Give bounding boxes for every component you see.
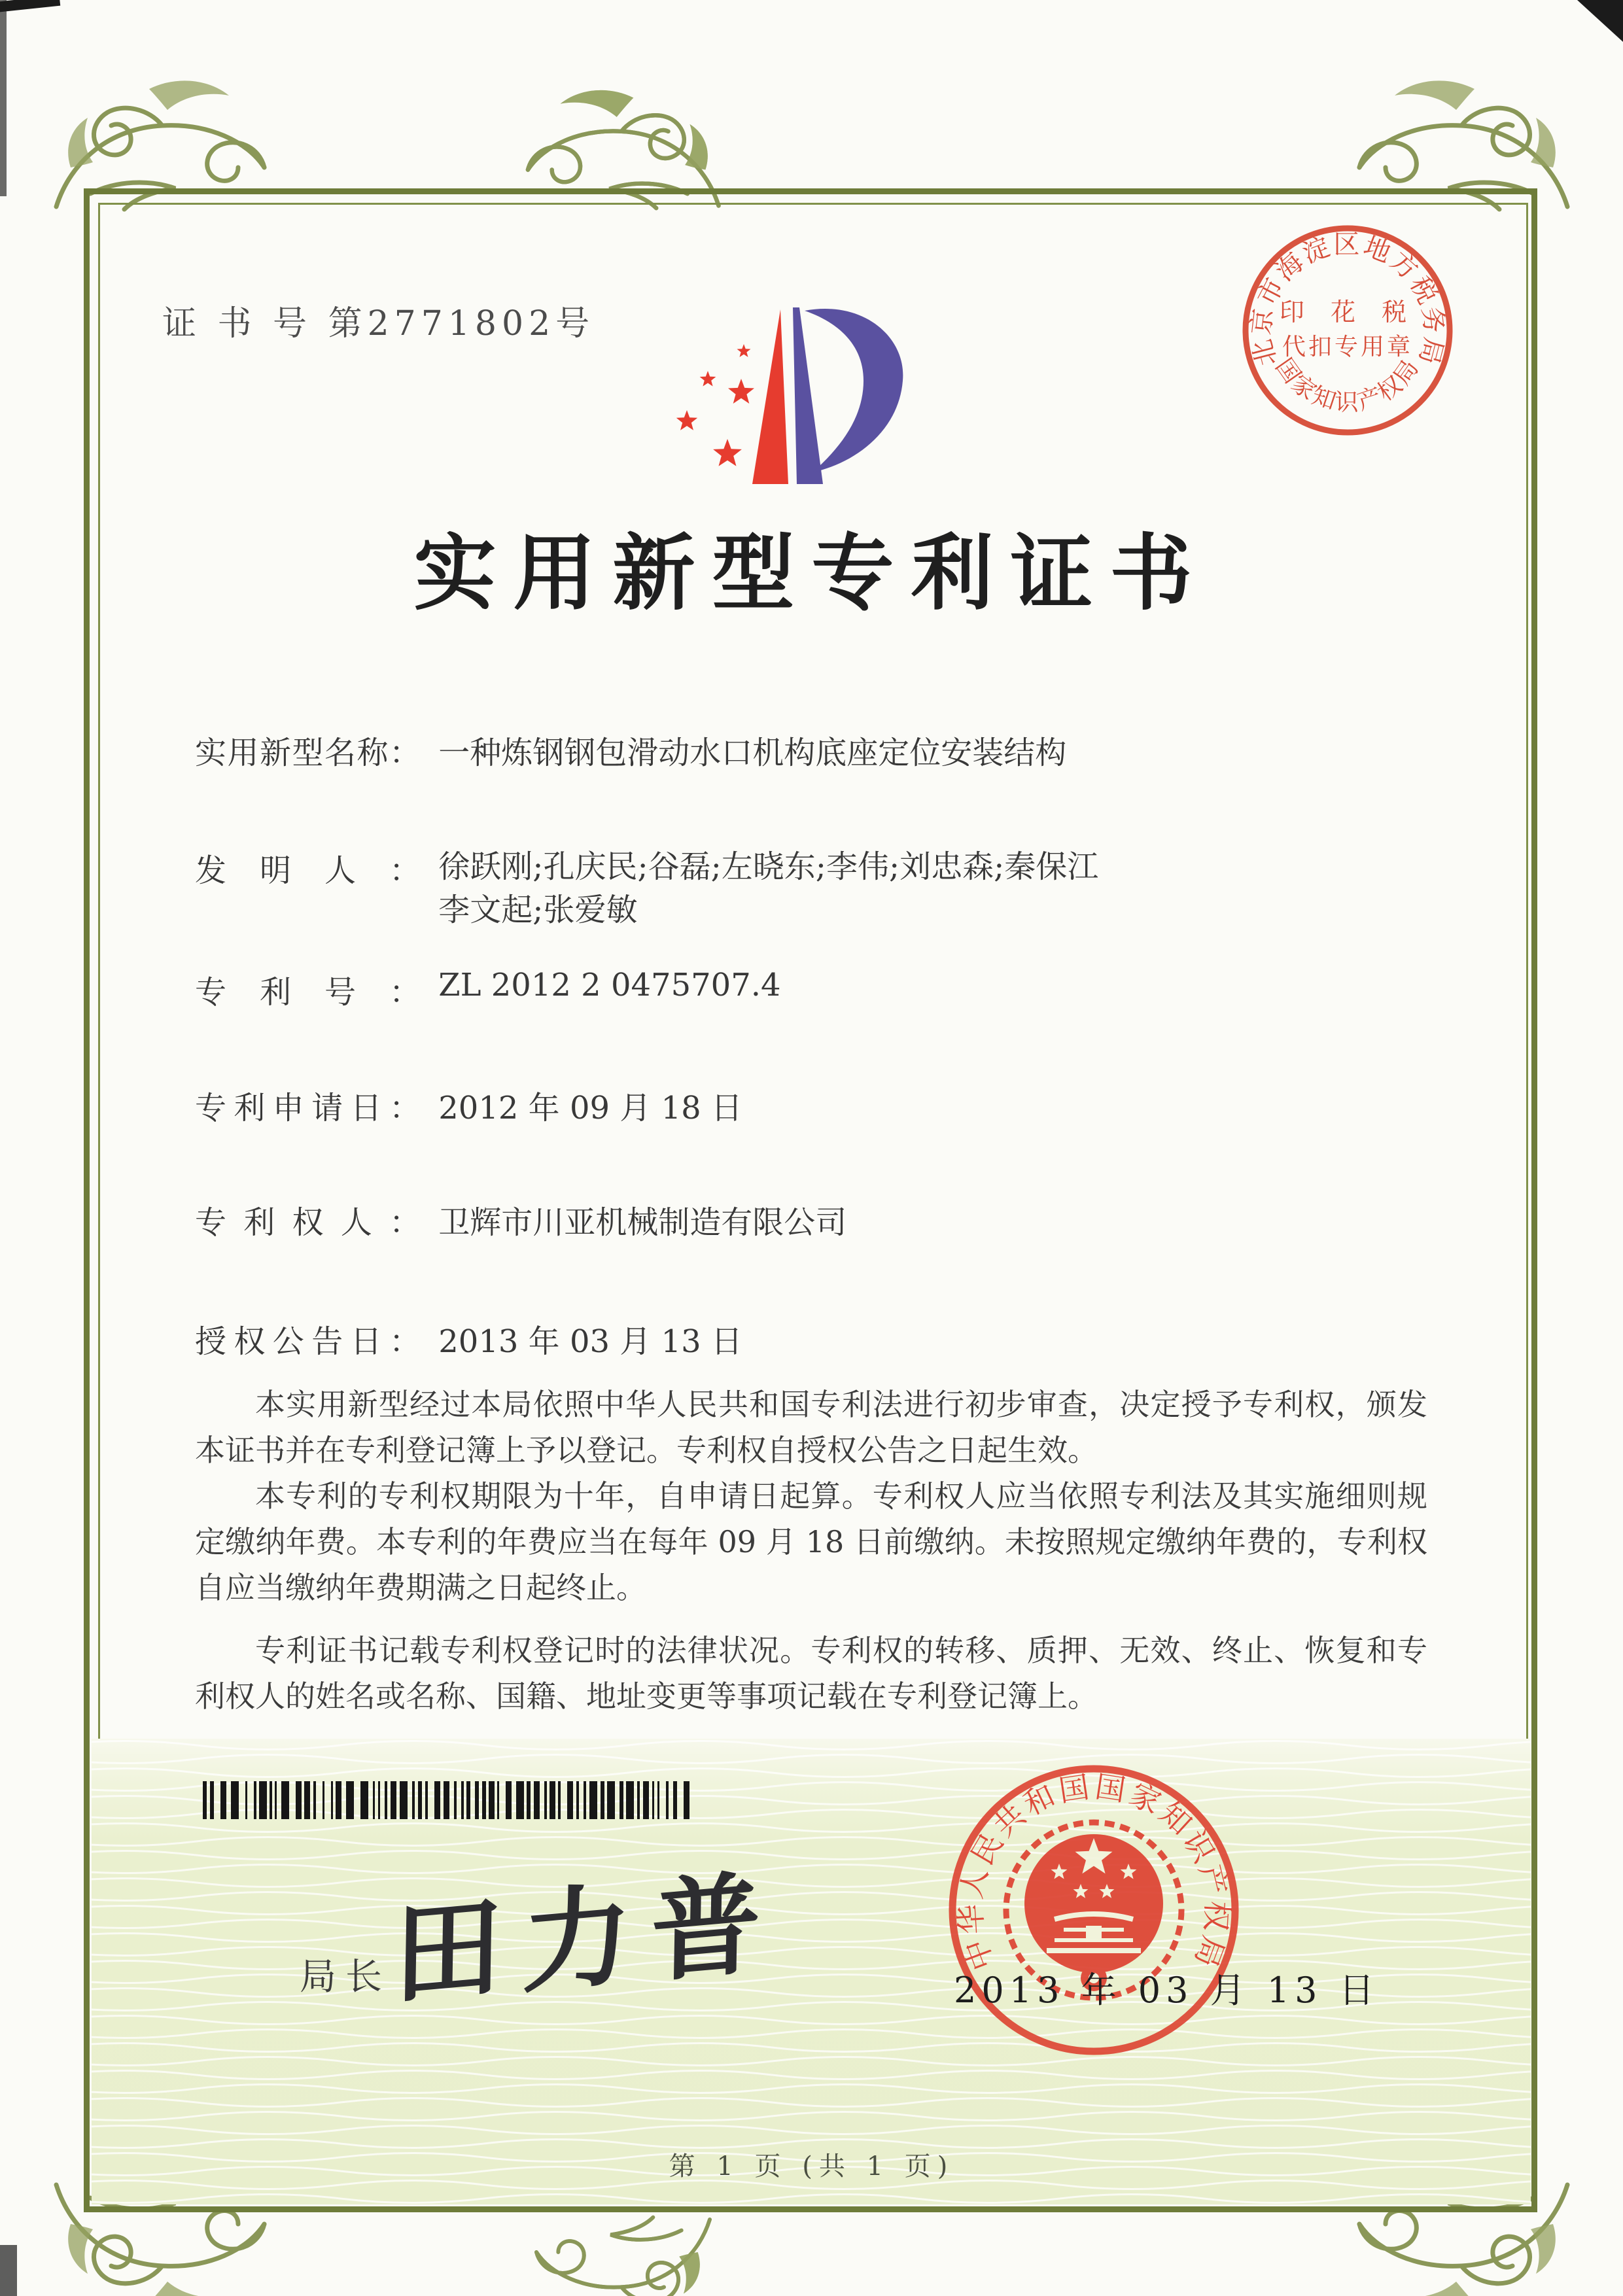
barcode-bar — [434, 1781, 440, 1819]
barcode-bar — [567, 1781, 573, 1819]
star-icon — [700, 371, 716, 387]
barcode-bar — [475, 1781, 479, 1819]
wave-line — [92, 2085, 1531, 2093]
wave-line — [92, 1865, 1531, 1873]
barcode-bar — [220, 1781, 226, 1819]
grant-seal-ring-text: 中华人民共和国国家知识产权局 — [952, 1768, 1236, 1975]
barcode-bar — [412, 1781, 415, 1819]
field-row-grant-date — [195, 1316, 742, 1361]
scan-artifact-left-edge — [0, 0, 7, 196]
field-value-grant-date: 2013 年 03 月 13 日 — [438, 1323, 742, 1360]
field-row-name — [195, 727, 1066, 773]
barcode-bar — [657, 1781, 659, 1819]
barcode-bar — [626, 1781, 634, 1819]
certificate-number: 证 书 号 第2771802号 — [162, 304, 595, 343]
barcode-bar — [210, 1781, 214, 1819]
logo-p-bowl — [805, 309, 903, 472]
scan-artifact-top-right — [1577, 0, 1623, 42]
wave-line — [92, 1741, 1531, 1750]
barcode-bar — [652, 1781, 654, 1819]
barcode-bar — [454, 1781, 457, 1819]
field-value-inventors — [438, 845, 1098, 931]
wave-line — [92, 1920, 1531, 1928]
barcode-bar — [466, 1781, 470, 1819]
logo-stem — [793, 307, 823, 484]
barcode-bar — [584, 1781, 586, 1819]
barcode-bar — [231, 1781, 239, 1819]
tax-stamp-arc-top-text: 北京市海淀区地方税务局 — [1246, 230, 1450, 370]
barcode-bar — [360, 1781, 368, 1819]
barcode — [203, 1781, 695, 1820]
field-row-filing-date — [195, 1083, 742, 1128]
field-label-inventors: 发明人： — [195, 852, 421, 889]
wave-line — [92, 2044, 1531, 2052]
field-row-patentee — [195, 1197, 846, 1242]
barcode-bar — [304, 1781, 310, 1819]
tax-stamp-arc-bottom-text: 国家知识产权局 — [1270, 353, 1425, 417]
barcode-bar — [400, 1781, 408, 1819]
wave-line — [92, 2098, 1531, 2107]
barcode-bar — [516, 1781, 524, 1819]
barcode-bar — [558, 1781, 561, 1819]
barcode-bar — [378, 1781, 380, 1819]
barcode-bar — [385, 1781, 387, 1819]
barcode-bar — [275, 1781, 277, 1819]
page-title: 实用新型专利证书 — [413, 525, 1210, 621]
field-label-grant-date: 授权公告日： — [195, 1323, 421, 1360]
barcode-bar — [620, 1781, 623, 1819]
logo-stars — [676, 344, 754, 466]
barcode-bar — [461, 1781, 464, 1819]
svg-text:国家知识产权局 — [1270, 354, 1425, 416]
field-value-name: 一种炼钢钢包滑动水口机构底座定位安装结构 — [438, 735, 1067, 771]
barcode-bar — [684, 1781, 689, 1819]
barcode-bar — [482, 1781, 486, 1819]
barcode-bar — [346, 1781, 354, 1819]
body-paragraph-3: 专利证书记载专利权登记时的法律状况。专利权的转移、质押、无效、终止、恢复和专利权人的姓名或名称、国籍、地址变更等事项记载在专利登记簿上。 — [195, 1633, 1427, 1714]
scan-artifact-top-left — [0, 0, 60, 14]
star-icon — [737, 344, 751, 357]
barcode-bar — [259, 1781, 267, 1819]
wave-line — [92, 1851, 1531, 1860]
body-paragraph-1: 本实用新型经过本局依照中华人民共和国专利法进行初步审查，决定授予专利权，颁发本证书并在专利登记簿上予以登记。专利权自授权公告之日起生效。 — [195, 1387, 1427, 1468]
body-paragraph-2: 本专利的专利权期限为十年，自申请日起算。专利权人应当依照专利法及其实施细则规定缴纳年费。本专利的年费应当在每年 09 月 18 日前缴纳。未按照规定缴纳年费的，专利权自应当缴纳年费期满之日起终止。 — [195, 1478, 1427, 1605]
barcode-bar — [313, 1781, 316, 1819]
field-label-patentee: 专利权人： — [195, 1204, 421, 1241]
wave-line — [92, 1755, 1531, 1764]
legal-text-block — [195, 1382, 1427, 1719]
barcode-bar — [666, 1781, 669, 1819]
field-row-inventors — [195, 845, 1098, 931]
inventors-line-1: 徐跃刚;孔庆民;谷磊;左晓东;李伟;刘忠森;秦保江 — [438, 848, 1099, 885]
wave-line — [92, 2112, 1531, 2121]
barcode-bar — [254, 1781, 256, 1819]
wave-line — [92, 2030, 1531, 2038]
barcode-bar — [203, 1781, 207, 1819]
inventors-line-2: 李文起;张爱敏 — [438, 892, 638, 928]
barcode-bar — [281, 1781, 289, 1819]
barcode-bar — [497, 1781, 499, 1819]
wave-line — [92, 1934, 1531, 1942]
barcode-bar — [373, 1781, 375, 1819]
wave-line — [92, 1879, 1531, 1887]
barcode-bar — [245, 1781, 247, 1819]
star-icon — [713, 439, 742, 466]
logo-triangle — [752, 309, 788, 484]
field-label-filing-date: 专利申请日： — [195, 1090, 421, 1126]
field-label-name: 实用新型名称： — [195, 735, 421, 771]
wave-line — [92, 1837, 1531, 1846]
wave-line — [92, 2057, 1531, 2066]
wave-line — [92, 1892, 1531, 1901]
barcode-bar — [489, 1781, 495, 1819]
tax-stamp-seal — [1233, 216, 1462, 445]
grant-seal — [942, 1758, 1246, 2062]
barcode-bar — [391, 1781, 396, 1819]
signature-label: 局长 — [300, 1956, 391, 1998]
barcode-bar — [425, 1781, 428, 1819]
barcode-bar — [270, 1781, 272, 1819]
barcode-bar — [296, 1781, 302, 1819]
barcode-bar — [550, 1781, 555, 1819]
wave-line — [92, 2071, 1531, 2079]
barcode-bar — [418, 1781, 422, 1819]
wave-line — [92, 1824, 1531, 1832]
barcode-bar — [506, 1781, 512, 1819]
scan-artifact-bottom-left — [0, 2245, 17, 2296]
barcode-bar — [544, 1781, 547, 1819]
wave-line — [92, 2126, 1531, 2134]
barcode-bar — [576, 1781, 579, 1819]
wave-line — [92, 2016, 1531, 2025]
ornament-bottom-center — [432, 2203, 1191, 2296]
barcode-bar — [323, 1781, 324, 1819]
grant-seal-date: 2013 年 03 月 13 日 — [954, 1970, 1380, 2011]
barcode-bar — [601, 1781, 604, 1819]
field-value-filing-date: 2012 年 09 月 18 日 — [438, 1090, 742, 1126]
barcode-bar — [534, 1781, 540, 1819]
barcode-bar — [444, 1781, 449, 1819]
wave-line — [92, 2195, 1531, 2203]
star-icon — [676, 410, 697, 430]
wave-line — [92, 1769, 1531, 1777]
field-value-patentee: 卫辉市川亚机械制造有限公司 — [438, 1204, 847, 1241]
barcode-bar — [336, 1781, 341, 1819]
barcode-bar — [637, 1781, 640, 1819]
barcode-bar — [673, 1781, 677, 1819]
barcode-bar — [527, 1781, 531, 1819]
star-icon — [728, 379, 754, 404]
barcode-bar — [589, 1781, 597, 1819]
barcode-bar — [643, 1781, 649, 1819]
field-row-patent-no — [195, 967, 781, 1012]
field-value-patent-no: ZL 2012 2 0475707.4 — [438, 967, 781, 1003]
tax-stamp-line2: 代扣专用章 — [1282, 334, 1414, 360]
wave-line — [92, 1906, 1531, 1915]
page-footer: 第 1 页 (共 1 页) — [669, 2151, 954, 2182]
field-label-patent-no: 专利号： — [195, 974, 421, 1011]
barcode-bar — [331, 1781, 333, 1819]
tax-stamp-line1: 印 花 税 — [1279, 298, 1416, 326]
barcode-bar — [607, 1781, 615, 1819]
cnipa-logo-icon — [648, 275, 929, 510]
signature-name: 田力普 — [392, 1856, 782, 2021]
